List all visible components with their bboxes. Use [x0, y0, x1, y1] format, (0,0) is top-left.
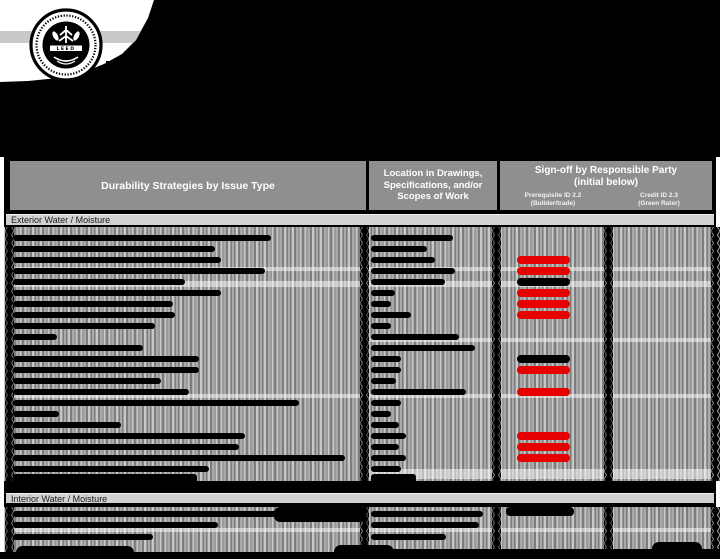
- column-border-bead-line: [360, 227, 369, 481]
- row-text-smudge-issue: [13, 290, 221, 296]
- row-text-smudge-location: [371, 433, 406, 439]
- row-text-smudge-location: [371, 367, 401, 373]
- row-text-smudge-location: [371, 246, 427, 252]
- signoff-initials-mark: [517, 443, 570, 451]
- signoff-initials-mark: [517, 388, 570, 396]
- row-text-smudge-issue: [13, 378, 161, 384]
- row-highlight-band: [370, 469, 714, 479]
- row-text-smudge-location: [371, 290, 395, 296]
- row-text-smudge-location: [371, 389, 466, 395]
- signoff-title: Sign-off by Responsible Party (initial below): [534, 165, 678, 188]
- column-header-issue-type: Durability Strategies by Issue Type: [10, 161, 366, 210]
- row-text-smudge-issue: [13, 367, 199, 373]
- row-text-smudge-location: [371, 400, 401, 406]
- row-text-smudge-location: [371, 444, 399, 450]
- row-text-smudge-issue: [13, 444, 239, 450]
- row-text-smudge-issue: [13, 312, 175, 318]
- column-border-bead-line: [492, 507, 501, 552]
- row-text-smudge-issue: [13, 511, 303, 517]
- row-text-smudge-issue: [13, 323, 155, 329]
- row-text-smudge-location: [371, 279, 445, 285]
- row-text-smudge-location: [371, 356, 401, 362]
- row-text-smudge-issue: [13, 389, 189, 395]
- row-text-smudge-location: [371, 345, 475, 351]
- row-text-smudge-location: [371, 422, 399, 428]
- row-text-smudge-issue: [13, 334, 57, 340]
- row-text-smudge-issue: [13, 534, 153, 540]
- signoff-initials-mark: [517, 366, 570, 374]
- row-text-smudge-issue: [13, 301, 173, 307]
- row-text-smudge-issue: [13, 433, 245, 439]
- row-text-smudge-location: [371, 235, 453, 241]
- signoff-initials-mark: [517, 355, 570, 363]
- column-border-bead-line: [492, 227, 501, 481]
- signoff-initials-mark: [517, 311, 570, 319]
- ink-blob: [376, 549, 720, 559]
- row-text-smudge-location: [371, 522, 479, 528]
- row-text-smudge-location: [371, 534, 446, 540]
- row-text-smudge-location: [371, 323, 391, 329]
- row-text-smudge-issue: [13, 455, 345, 461]
- row-text-smudge-issue: [13, 356, 199, 362]
- section-header-interior-water-moisture: Interior Water / Moisture: [6, 493, 714, 503]
- row-text-smudge-issue: [13, 246, 215, 252]
- row-text-smudge-location: [371, 511, 483, 517]
- signoff-initials-mark: [506, 507, 574, 516]
- column-border-bead-line: [604, 507, 613, 552]
- row-text-smudge-issue: [13, 400, 299, 406]
- column-border-bead-line: [604, 227, 613, 481]
- row-text-smudge-location: [371, 312, 411, 318]
- signoff-initials-mark: [517, 256, 570, 264]
- row-text-smudge-issue: [13, 522, 218, 528]
- column-border-bead-line: [5, 227, 14, 481]
- row-text-smudge-location: [371, 334, 459, 340]
- ink-blob: [16, 546, 134, 559]
- row-text-smudge-location: [371, 466, 401, 472]
- row-text-smudge-issue: [13, 235, 271, 241]
- row-text-smudge-issue: [13, 474, 197, 484]
- row-text-smudge-issue: [13, 345, 143, 351]
- row-text-smudge-issue: [13, 257, 221, 263]
- column-border-bead-line: [711, 227, 720, 481]
- signoff-initials-mark: [517, 278, 570, 286]
- signoff-initials-mark: [517, 300, 570, 308]
- row-text-smudge-location: [371, 411, 391, 417]
- column-border-bead-line: [711, 507, 720, 552]
- row-text-smudge-location: [371, 474, 416, 484]
- signoff-initials-mark: [517, 267, 570, 275]
- row-text-smudge-issue: [13, 268, 265, 274]
- section-header-exterior-water-moisture: Exterior Water / Moisture: [6, 214, 714, 225]
- ink-blob: [274, 507, 366, 522]
- subheader-prerequisite: Prerequisite ID 2.2 (Builder/trade): [524, 192, 582, 208]
- row-text-smudge-location: [371, 455, 406, 461]
- row-text-smudge-location: [371, 301, 391, 307]
- signoff-initials-mark: [517, 432, 570, 440]
- row-text-smudge-issue: [13, 411, 59, 417]
- row-text-smudge-issue: [13, 466, 209, 472]
- logo-center-text: LEED: [56, 47, 76, 53]
- row-text-smudge-issue: [13, 422, 121, 428]
- column-header-location: Location in Drawings, Specifications, and/or Scopes of Work: [369, 161, 497, 210]
- row-text-smudge-issue: [13, 279, 185, 285]
- subheader-credit: Credit ID 2.3 (Green Rater): [638, 192, 680, 208]
- row-text-smudge-location: [371, 378, 396, 384]
- row-text-smudge-location: [371, 268, 455, 274]
- row-text-smudge-location: [371, 257, 435, 263]
- signoff-initials-mark: [517, 454, 570, 462]
- signoff-initials-mark: [517, 289, 570, 297]
